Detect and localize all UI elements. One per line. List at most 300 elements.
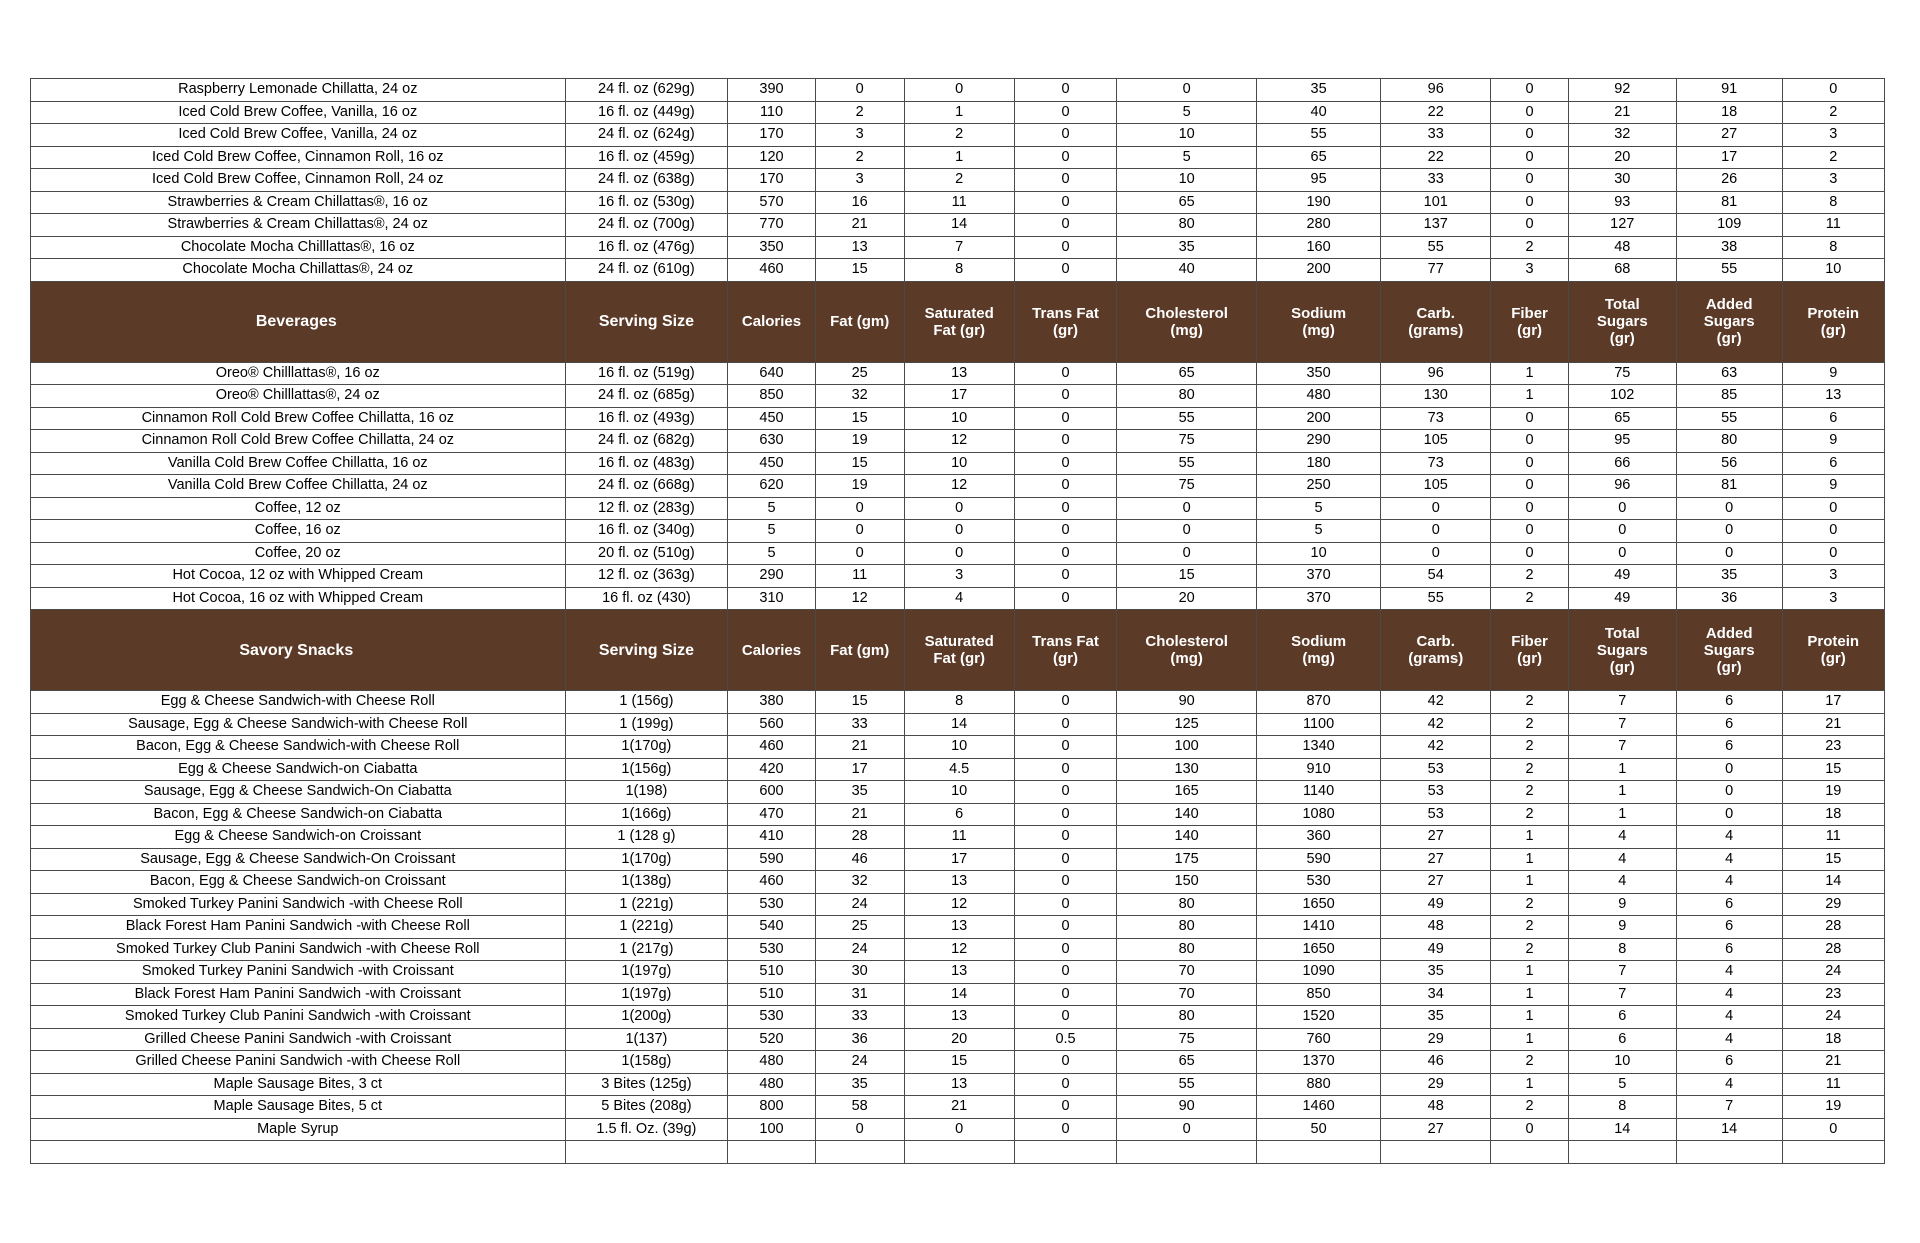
item-value-cell: 5 xyxy=(728,497,816,520)
item-value-cell: 42 xyxy=(1381,713,1491,736)
item-value-cell: 55 xyxy=(1117,407,1257,430)
item-value-cell: 22 xyxy=(1381,101,1491,124)
item-value-cell: 30 xyxy=(1568,169,1676,192)
column-header-carbohydrates xyxy=(1381,610,1491,691)
item-value-cell: 16 fl. oz (340g) xyxy=(565,520,728,543)
column-header-protein xyxy=(1782,281,1884,362)
item-value-cell: 9 xyxy=(1782,430,1884,453)
item-name-cell: Black Forest Ham Panini Sandwich -with Cheese Roll xyxy=(31,916,566,939)
item-value-cell: 32 xyxy=(815,871,904,894)
column-header-added-sugars-line-1: Added xyxy=(1705,624,1753,642)
item-value-cell: 1650 xyxy=(1257,938,1381,961)
item-value-cell: 1(197g) xyxy=(565,961,728,984)
item-value-cell: 0 xyxy=(1491,214,1568,237)
item-value-cell: 70 xyxy=(1117,983,1257,1006)
column-header-cholesterol-line-1: Cholesterol xyxy=(1145,633,1228,650)
item-value-cell: 29 xyxy=(1782,893,1884,916)
item-value-cell: 55 xyxy=(1381,587,1491,610)
item-value-cell: 1 xyxy=(1491,871,1568,894)
item-value-cell: 13 xyxy=(904,961,1014,984)
item-value-cell: 80 xyxy=(1117,214,1257,237)
item-value-cell: 36 xyxy=(1676,587,1782,610)
item-value-cell: 109 xyxy=(1676,214,1782,237)
item-value-cell: 14 xyxy=(1676,1118,1782,1141)
item-value-cell: 15 xyxy=(815,407,904,430)
item-value-cell: 2 xyxy=(1491,938,1568,961)
item-value-cell: 1(197g) xyxy=(565,983,728,1006)
table-row xyxy=(31,169,1885,192)
item-value-cell: 0 xyxy=(1117,79,1257,102)
item-value-cell: 1 xyxy=(1568,781,1676,804)
item-value-cell: 2 xyxy=(1782,146,1884,169)
item-value-cell: 4 xyxy=(1676,848,1782,871)
table-row xyxy=(31,214,1885,237)
item-value-cell: 450 xyxy=(728,407,816,430)
item-value-cell: 53 xyxy=(1381,781,1491,804)
item-value-cell: 3 xyxy=(815,124,904,147)
nutrition-table xyxy=(30,78,1885,1164)
column-header-trans-fat-line-1: Trans Fat xyxy=(1032,633,1099,650)
item-value-cell xyxy=(1491,1141,1568,1164)
item-value-cell: 95 xyxy=(1568,430,1676,453)
item-value-cell: 4 xyxy=(1568,826,1676,849)
item-value-cell: 6 xyxy=(1782,407,1884,430)
item-value-cell: 2 xyxy=(904,124,1014,147)
item-value-cell: 0 xyxy=(904,497,1014,520)
item-value-cell: 2 xyxy=(904,169,1014,192)
item-value-cell: 1.5 fl. Oz. (39g) xyxy=(565,1118,728,1141)
item-value-cell: 0 xyxy=(1782,79,1884,102)
item-name-cell: Coffee, 16 oz xyxy=(31,520,566,543)
item-value-cell: 4 xyxy=(904,587,1014,610)
item-value-cell: 90 xyxy=(1117,1096,1257,1119)
table-row xyxy=(31,1073,1885,1096)
item-value-cell: 9 xyxy=(1568,916,1676,939)
item-value-cell: 3 xyxy=(815,169,904,192)
table-row xyxy=(31,385,1885,408)
item-name-cell: Maple Sausage Bites, 3 ct xyxy=(31,1073,566,1096)
item-value-cell: 15 xyxy=(1782,758,1884,781)
column-header-saturated-fat-line-2: Fat (gr) xyxy=(933,321,986,339)
item-value-cell: 75 xyxy=(1117,430,1257,453)
item-value-cell: 16 fl. oz (519g) xyxy=(565,362,728,385)
item-value-cell: 1(138g) xyxy=(565,871,728,894)
nutrition-table-body xyxy=(31,79,1885,1164)
item-value-cell: 0 xyxy=(1014,542,1116,565)
item-value-cell: 6 xyxy=(1568,1006,1676,1029)
item-name-cell: Black Forest Ham Panini Sandwich -with Croissant xyxy=(31,983,566,1006)
item-value-cell: 290 xyxy=(1257,430,1381,453)
item-value-cell: 73 xyxy=(1381,407,1491,430)
item-value-cell: 0 xyxy=(1014,803,1116,826)
item-value-cell: 102 xyxy=(1568,385,1676,408)
item-value-cell xyxy=(904,1141,1014,1164)
item-value-cell: 49 xyxy=(1381,938,1491,961)
item-value-cell: 19 xyxy=(1782,1096,1884,1119)
item-value-cell: 370 xyxy=(1257,587,1381,610)
item-value-cell: 7 xyxy=(1568,713,1676,736)
item-value-cell: 19 xyxy=(815,430,904,453)
item-value-cell: 75 xyxy=(1117,475,1257,498)
item-value-cell: 24 fl. oz (682g) xyxy=(565,430,728,453)
item-name-cell: Hot Cocoa, 12 oz with Whipped Cream xyxy=(31,565,566,588)
item-value-cell: 9 xyxy=(1568,893,1676,916)
item-value-cell: 68 xyxy=(1568,259,1676,282)
item-value-cell: 450 xyxy=(728,452,816,475)
item-value-cell: 49 xyxy=(1568,587,1676,610)
column-header-carbohydrates-line-2: (grams) xyxy=(1408,650,1464,667)
item-value-cell: 2 xyxy=(815,146,904,169)
item-value-cell: 880 xyxy=(1257,1073,1381,1096)
item-value-cell: 4 xyxy=(1676,1006,1782,1029)
column-header-added-sugars-line-1: Added xyxy=(1705,296,1753,313)
item-value-cell: 40 xyxy=(1117,259,1257,282)
item-value-cell: 33 xyxy=(1381,124,1491,147)
column-header-cholesterol xyxy=(1117,610,1257,691)
item-value-cell: 101 xyxy=(1381,191,1491,214)
table-row xyxy=(31,803,1885,826)
item-value-cell: 0 xyxy=(1782,542,1884,565)
item-value-cell: 110 xyxy=(728,101,816,124)
item-value-cell: 870 xyxy=(1257,691,1381,714)
item-value-cell: 77 xyxy=(1381,259,1491,282)
column-header-trans-fat-line-2: (gr) xyxy=(1053,321,1079,339)
item-value-cell: 1(200g) xyxy=(565,1006,728,1029)
item-value-cell: 0 xyxy=(1491,542,1568,565)
table-row xyxy=(31,826,1885,849)
item-value-cell: 1340 xyxy=(1257,736,1381,759)
item-value-cell: 6 xyxy=(1676,691,1782,714)
item-value-cell: 4 xyxy=(1676,983,1782,1006)
item-value-cell: 1 (199g) xyxy=(565,713,728,736)
section-title: Savory Snacks xyxy=(31,610,566,691)
item-value-cell: 0 xyxy=(1782,497,1884,520)
item-value-cell: 4 xyxy=(1676,871,1782,894)
item-value-cell: 1090 xyxy=(1257,961,1381,984)
column-header-total-sugars-line-2: Sugars xyxy=(1596,313,1648,330)
item-value-cell: 6 xyxy=(1568,1028,1676,1051)
item-value-cell: 26 xyxy=(1676,169,1782,192)
item-value-cell: 3 Bites (125g) xyxy=(565,1073,728,1096)
column-header-total-sugars-line-3: (gr) xyxy=(1609,330,1635,347)
item-value-cell: 0 xyxy=(1014,452,1116,475)
table-row xyxy=(31,938,1885,961)
item-value-cell: 35 xyxy=(1117,236,1257,259)
column-header-cholesterol-line-2: (mg) xyxy=(1170,321,1203,339)
item-value-cell: 42 xyxy=(1381,691,1491,714)
item-value-cell: 850 xyxy=(1257,983,1381,1006)
table-row xyxy=(31,362,1885,385)
item-value-cell: 5 xyxy=(728,542,816,565)
table-row xyxy=(31,871,1885,894)
item-value-cell: 510 xyxy=(728,961,816,984)
item-value-cell: 10 xyxy=(904,407,1014,430)
item-value-cell: 6 xyxy=(1676,916,1782,939)
item-value-cell: 16 fl. oz (493g) xyxy=(565,407,728,430)
item-value-cell: 6 xyxy=(1676,713,1782,736)
item-value-cell: 1 xyxy=(1568,803,1676,826)
item-value-cell: 640 xyxy=(728,362,816,385)
item-value-cell: 0 xyxy=(904,542,1014,565)
item-value-cell: 1(166g) xyxy=(565,803,728,826)
item-value-cell: 65 xyxy=(1568,407,1676,430)
item-value-cell: 10 xyxy=(904,452,1014,475)
item-value-cell: 66 xyxy=(1568,452,1676,475)
item-name-cell: Coffee, 12 oz xyxy=(31,497,566,520)
item-value-cell: 2 xyxy=(1491,236,1568,259)
item-value-cell: 2 xyxy=(1491,713,1568,736)
column-header-fiber xyxy=(1491,610,1568,691)
item-value-cell: 7 xyxy=(1676,1096,1782,1119)
item-value-cell: 480 xyxy=(1257,385,1381,408)
item-value-cell: 17 xyxy=(815,758,904,781)
item-name-cell: Grilled Cheese Panini Sandwich -with Cheese Roll xyxy=(31,1051,566,1074)
item-value-cell: 14 xyxy=(1782,871,1884,894)
item-value-cell: 3 xyxy=(1491,259,1568,282)
item-value-cell: 10 xyxy=(1782,259,1884,282)
item-value-cell: 55 xyxy=(1117,452,1257,475)
item-name-cell: Vanilla Cold Brew Coffee Chillatta, 16 oz xyxy=(31,452,566,475)
item-value-cell: 0 xyxy=(1014,385,1116,408)
item-value-cell: 10 xyxy=(1568,1051,1676,1074)
item-value-cell: 20 fl. oz (510g) xyxy=(565,542,728,565)
item-value-cell: 2 xyxy=(1782,101,1884,124)
item-value-cell: 0 xyxy=(1117,542,1257,565)
column-header-cholesterol-line-1: Cholesterol xyxy=(1145,304,1228,322)
item-value-cell: 4 xyxy=(1676,1028,1782,1051)
item-value-cell: 55 xyxy=(1381,236,1491,259)
item-value-cell: 360 xyxy=(1257,826,1381,849)
item-value-cell: 100 xyxy=(728,1118,816,1141)
item-value-cell: 81 xyxy=(1676,475,1782,498)
item-value-cell: 80 xyxy=(1117,1006,1257,1029)
item-value-cell: 0 xyxy=(1014,736,1116,759)
item-value-cell: 2 xyxy=(1491,587,1568,610)
item-value-cell: 530 xyxy=(1257,871,1381,894)
item-value-cell: 33 xyxy=(1381,169,1491,192)
item-name-cell: Chocolate Mocha Chillattas®, 24 oz xyxy=(31,259,566,282)
item-value-cell: 850 xyxy=(728,385,816,408)
item-name-cell: Smoked Turkey Panini Sandwich -with Croissant xyxy=(31,961,566,984)
item-value-cell: 0 xyxy=(1117,1118,1257,1141)
item-value-cell: 28 xyxy=(815,826,904,849)
table-row xyxy=(31,191,1885,214)
item-value-cell: 0 xyxy=(1014,497,1116,520)
item-value-cell: 0 xyxy=(1782,1118,1884,1141)
item-value-cell: 0 xyxy=(815,79,904,102)
item-value-cell: 16 fl. oz (459g) xyxy=(565,146,728,169)
item-name-cell: Oreo® Chilllattas®, 24 oz xyxy=(31,385,566,408)
item-value-cell: 7 xyxy=(1568,961,1676,984)
column-header-added-sugars xyxy=(1676,281,1782,362)
table-row xyxy=(31,1096,1885,1119)
item-value-cell: 200 xyxy=(1257,407,1381,430)
item-value-cell: 0 xyxy=(1014,871,1116,894)
item-value-cell: 53 xyxy=(1381,803,1491,826)
table-row xyxy=(31,983,1885,1006)
item-value-cell: 20 xyxy=(1117,587,1257,610)
column-header-protein-line-2: (gr) xyxy=(1820,321,1846,339)
item-value-cell: 190 xyxy=(1257,191,1381,214)
table-row xyxy=(31,1006,1885,1029)
item-value-cell: 1 xyxy=(1491,362,1568,385)
table-row xyxy=(31,475,1885,498)
item-value-cell: 0 xyxy=(1117,520,1257,543)
column-header-serving-size: Serving Size xyxy=(565,281,728,362)
item-name-cell: Smoked Turkey Club Panini Sandwich -with Cheese Roll xyxy=(31,938,566,961)
item-value-cell: 0 xyxy=(1782,520,1884,543)
column-header-sodium-line-1: Sodium xyxy=(1291,633,1347,650)
item-value-cell: 24 fl. oz (610g) xyxy=(565,259,728,282)
item-value-cell: 0 xyxy=(1491,1118,1568,1141)
item-value-cell: 5 xyxy=(1117,146,1257,169)
item-value-cell: 4 xyxy=(1676,1073,1782,1096)
column-header-protein-line-1: Protein xyxy=(1807,633,1860,650)
item-value-cell: 12 xyxy=(904,430,1014,453)
item-name-cell: Egg & Cheese Sandwich-with Cheese Roll xyxy=(31,691,566,714)
item-value-cell: 105 xyxy=(1381,430,1491,453)
item-value-cell: 0 xyxy=(1117,497,1257,520)
item-value-cell: 18 xyxy=(1782,803,1884,826)
item-name-cell: Raspberry Lemonade Chillatta, 24 oz xyxy=(31,79,566,102)
item-value-cell: 590 xyxy=(728,848,816,871)
table-row xyxy=(31,1051,1885,1074)
item-value-cell: 0 xyxy=(815,520,904,543)
item-value-cell: 65 xyxy=(1117,362,1257,385)
item-value-cell: 85 xyxy=(1676,385,1782,408)
item-value-cell: 1 (221g) xyxy=(565,893,728,916)
item-value-cell: 200 xyxy=(1257,259,1381,282)
item-value-cell: 137 xyxy=(1381,214,1491,237)
item-value-cell: 12 xyxy=(904,475,1014,498)
column-header-sodium-line-2: (mg) xyxy=(1302,650,1335,667)
item-value-cell: 15 xyxy=(1782,848,1884,871)
item-name-cell: Sausage, Egg & Cheese Sandwich-On Ciabatta xyxy=(31,781,566,804)
item-value-cell: 24 fl. oz (685g) xyxy=(565,385,728,408)
item-value-cell: 18 xyxy=(1676,101,1782,124)
item-value-cell: 1 xyxy=(1491,826,1568,849)
item-value-cell: 0 xyxy=(1014,1051,1116,1074)
item-value-cell: 2 xyxy=(1491,1096,1568,1119)
table-row xyxy=(31,430,1885,453)
item-value-cell: 80 xyxy=(1117,938,1257,961)
item-value-cell: 1140 xyxy=(1257,781,1381,804)
item-value-cell: 91 xyxy=(1676,79,1782,102)
item-value-cell: 0 xyxy=(1014,826,1116,849)
item-value-cell: 49 xyxy=(1568,565,1676,588)
item-value-cell: 1520 xyxy=(1257,1006,1381,1029)
item-value-cell: 380 xyxy=(728,691,816,714)
item-name-cell: Bacon, Egg & Cheese Sandwich-with Cheese Roll xyxy=(31,736,566,759)
item-value-cell: 21 xyxy=(815,214,904,237)
item-value-cell: 7 xyxy=(1568,983,1676,1006)
item-value-cell: 50 xyxy=(1257,1118,1381,1141)
item-value-cell: 5 xyxy=(728,520,816,543)
column-header-added-sugars-line-3: (gr) xyxy=(1716,658,1742,676)
item-value-cell: 520 xyxy=(728,1028,816,1051)
item-name-cell: Strawberries & Cream Chillattas®, 24 oz xyxy=(31,214,566,237)
table-row xyxy=(31,893,1885,916)
item-value-cell: 0 xyxy=(1491,520,1568,543)
item-value-cell: 80 xyxy=(1117,385,1257,408)
item-value-cell: 0 xyxy=(1676,520,1782,543)
item-value-cell: 28 xyxy=(1782,916,1884,939)
item-value-cell: 2 xyxy=(1491,1051,1568,1074)
item-value-cell: 55 xyxy=(1676,259,1782,282)
item-value-cell: 8 xyxy=(1782,191,1884,214)
item-value-cell: 21 xyxy=(1568,101,1676,124)
item-name-cell: Chocolate Mocha Chilllattas®, 16 oz xyxy=(31,236,566,259)
item-value-cell: 0 xyxy=(1381,542,1491,565)
item-value-cell: 25 xyxy=(815,916,904,939)
table-row xyxy=(31,758,1885,781)
item-value-cell: 12 xyxy=(904,938,1014,961)
item-value-cell: 0 xyxy=(1491,124,1568,147)
item-value-cell: 65 xyxy=(1117,191,1257,214)
item-value-cell: 5 xyxy=(1568,1073,1676,1096)
item-value-cell: 0 xyxy=(1568,497,1676,520)
item-value-cell: 96 xyxy=(1568,475,1676,498)
item-value-cell: 0 xyxy=(1676,542,1782,565)
item-value-cell: 1650 xyxy=(1257,893,1381,916)
item-value-cell: 49 xyxy=(1381,893,1491,916)
item-value-cell: 0 xyxy=(1014,475,1116,498)
column-header-saturated-fat-line-2: Fat (gr) xyxy=(933,650,986,667)
item-value-cell: 8 xyxy=(904,259,1014,282)
item-value-cell: 10 xyxy=(1117,124,1257,147)
item-value-cell: 3 xyxy=(1782,169,1884,192)
item-value-cell: 0 xyxy=(1568,542,1676,565)
item-name-cell: Cinnamon Roll Cold Brew Coffee Chillatta, 16 oz xyxy=(31,407,566,430)
item-value-cell: 6 xyxy=(904,803,1014,826)
item-value-cell: 0 xyxy=(1014,79,1116,102)
column-header-serving-size: Serving Size xyxy=(565,610,728,691)
item-value-cell: 1 xyxy=(1568,758,1676,781)
table-row xyxy=(31,1118,1885,1141)
item-value-cell: 3 xyxy=(1782,565,1884,588)
item-value-cell: 40 xyxy=(1257,101,1381,124)
item-value-cell: 18 xyxy=(1782,1028,1884,1051)
item-value-cell: 1(170g) xyxy=(565,848,728,871)
item-name-cell: Sausage, Egg & Cheese Sandwich-with Cheese Roll xyxy=(31,713,566,736)
item-value-cell: 48 xyxy=(1568,236,1676,259)
section-title: Beverages xyxy=(31,281,566,362)
item-value-cell: 1410 xyxy=(1257,916,1381,939)
item-value-cell xyxy=(1381,1141,1491,1164)
item-value-cell: 19 xyxy=(1782,781,1884,804)
item-value-cell: 5 xyxy=(1117,101,1257,124)
column-header-saturated-fat xyxy=(904,281,1014,362)
item-value-cell: 12 fl. oz (363g) xyxy=(565,565,728,588)
column-header-cholesterol-line-2: (mg) xyxy=(1170,650,1203,667)
column-header-fiber-line-1: Fiber xyxy=(1511,633,1548,650)
item-value-cell: 1460 xyxy=(1257,1096,1381,1119)
item-value-cell: 21 xyxy=(1782,713,1884,736)
item-value-cell: 1(137) xyxy=(565,1028,728,1051)
column-header-carbohydrates-line-1: Carb. xyxy=(1416,633,1455,650)
item-value-cell: 1 xyxy=(1491,1006,1568,1029)
item-value-cell: 0.5 xyxy=(1014,1028,1116,1051)
item-value-cell: 15 xyxy=(815,259,904,282)
item-value-cell: 24 xyxy=(815,893,904,916)
item-value-cell: 19 xyxy=(815,475,904,498)
item-value-cell: 25 xyxy=(815,362,904,385)
item-value-cell: 13 xyxy=(904,1073,1014,1096)
item-value-cell: 0 xyxy=(1014,191,1116,214)
item-value-cell: 75 xyxy=(1117,1028,1257,1051)
item-name-cell: Hot Cocoa, 16 oz with Whipped Cream xyxy=(31,587,566,610)
item-value-cell: 31 xyxy=(815,983,904,1006)
